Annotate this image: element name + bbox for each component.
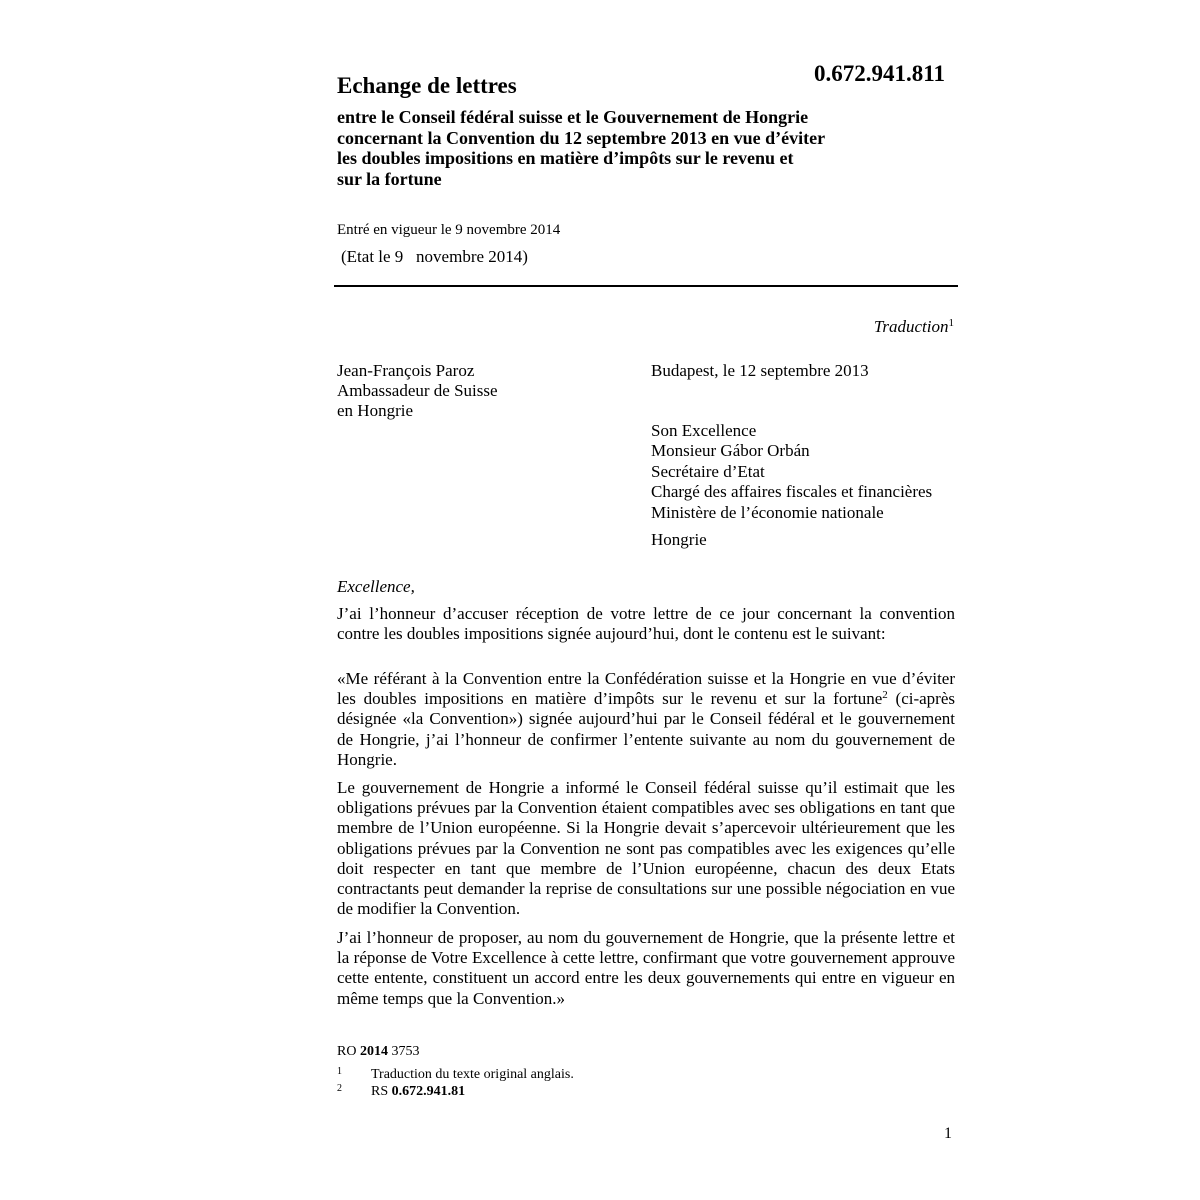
recipient-line: Son Excellence	[651, 421, 757, 440]
footnote-prefix: RS	[371, 1084, 389, 1099]
sender-title: Ambassadeur de Suisse	[337, 381, 498, 400]
recipient-line: Secrétaire d’Etat	[651, 461, 765, 481]
footnote-ref-2[interactable]: 2	[882, 689, 888, 702]
recipient-line: Chargé des affaires fiscales et financières	[651, 482, 933, 502]
body-paragraph: Le gouvernement de Hongrie a informé le Conseil fédéral suisse qu’il estimait que les obligations prévues par la Convention étaient compatibles avec ses obligations en tant que membre de l’Union européenne. Si la Hongrie devait s’apercevoir ultérieurement que les obligations prévues par la Convention ne sont pas compatibles avec les exigences qu’elle doit respecter en tant que membre de l’Union européenne, chacun des deux Etats contractants peut demander la reprise de consultations sur une possible négociation en vue de modifier la Convention.	[337, 778, 955, 919]
ro-page: 3753	[391, 1044, 420, 1059]
ro-year: 2014	[359, 1044, 388, 1059]
recipient-country: Hongrie	[651, 530, 707, 549]
status-date: (Etat le 9 novembre 2014)	[341, 247, 528, 266]
page-number: 1	[944, 1125, 952, 1142]
subtitle-line: concernant la Convention du 12 septembre 2013 en vue d’éviter	[337, 127, 826, 148]
footnote-number: 1	[337, 1066, 342, 1077]
subtitle-line: les doubles impositions en matière d’impôts sur le revenu et	[337, 148, 794, 168]
footnote-2	[337, 1080, 465, 1100]
sender-name: Jean-François Paroz	[337, 361, 475, 380]
document-title: Echange de lettres	[337, 73, 517, 98]
subtitle-line: sur la fortune	[337, 168, 442, 189]
entry-into-force: Entré en vigueur le 9 novembre 2014	[337, 222, 561, 238]
recipient-line: Monsieur Gábor Orbán	[651, 441, 810, 461]
ro-prefix: RO	[337, 1044, 357, 1059]
header-divider	[334, 285, 958, 287]
sender-location: en Hongrie	[337, 401, 414, 420]
footnote-sr-link[interactable]: 0.672.941.81	[391, 1084, 466, 1099]
ro-reference	[337, 1043, 419, 1061]
footnote-ref-1[interactable]: 1	[948, 317, 954, 329]
salutation: Excellence,	[337, 577, 415, 596]
place-date: Budapest, le 12 septembre 2013	[651, 361, 869, 380]
paragraph-text: (ci-après désignée «la Convention») signée aujourd’hui par le Conseil fédéral et le gouvernement de Hongrie, j’ai l’honneur de confirmer l’entente suivante au nom du gouvernement de Hongrie.	[337, 689, 955, 769]
recipient-line: Ministère de l’économie nationale	[651, 502, 884, 522]
sr-number: 0.672.941.811	[814, 61, 945, 86]
paragraph-text: «Me référant à la Convention entre la Confédération suisse et la Hongrie en vue d’éviter les doubles impositions en matière d’impôts sur le revenu et sur la fortune	[337, 669, 955, 709]
body-paragraph: J’ai l’honneur de proposer, au nom du gouvernement de Hongrie, que la présente lettre et la réponse de Votre Excellence à cette lettre, confirmant que votre gouvernement approuve cette entente, constituent un accord entre les deux gouvernements qui entre en vigueur en même temps que la Convention.»	[337, 928, 955, 1008]
recipient-block	[651, 421, 932, 523]
translation-label: Traduction	[873, 317, 949, 336]
body-paragraph	[337, 669, 955, 770]
footnote-text: Traduction du texte original anglais.	[371, 1067, 574, 1082]
sender-block	[337, 361, 498, 421]
body-paragraph: J’ai l’honneur d’accuser réception de votre lettre de ce jour concernant la convention contre les doubles impositions signée aujourd’hui, dont le contenu est le suivant:	[337, 604, 955, 644]
document-subtitle	[337, 107, 825, 189]
footnote-number: 2	[337, 1083, 342, 1094]
translation-note	[700, 316, 954, 337]
subtitle-line: entre le Conseil fédéral suisse et le Gouvernement de Hongrie	[337, 107, 809, 127]
